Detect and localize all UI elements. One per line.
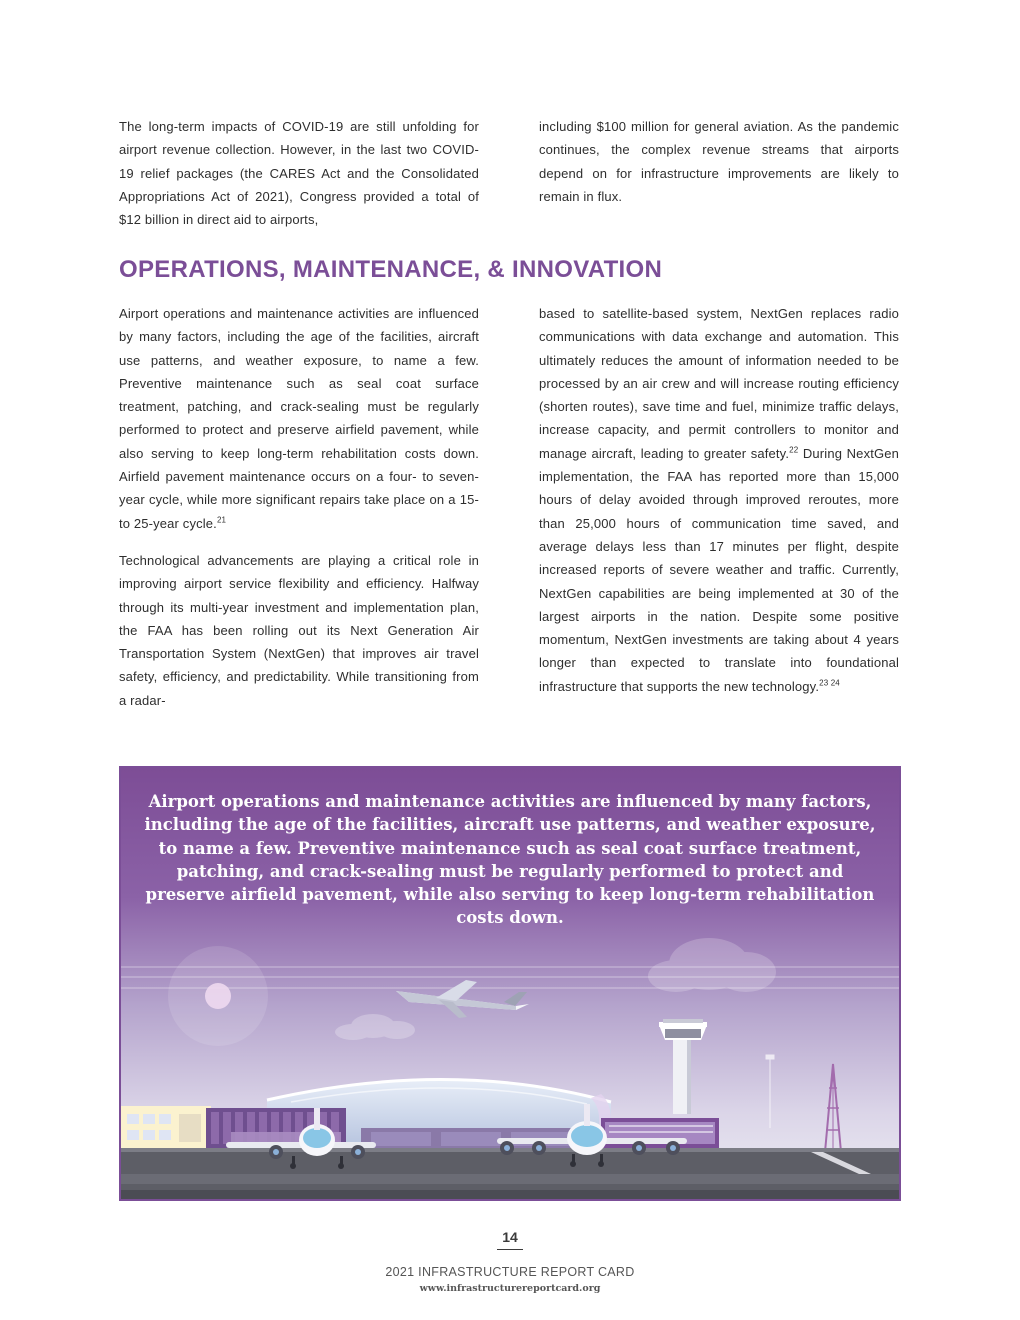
intro-right-column <box>539 115 899 208</box>
footnote-23-24[interactable]: 23 24 <box>819 678 840 688</box>
intro-right-paragraph: including $100 million for general aviation. As the pandemic continues, the complex revenue streams that airports depend on for infrastructure improvements are likely to remain in flux. <box>539 119 899 204</box>
section-paragraph-1-text: Airport operations and maintenance activities are influenced by many factors, including the age of the facilities, aircraft use patterns, and weather exposure, to name a few. Preventive maintenance such as seal coat surface treatment, patching, and crack-sealing must be regularly performed to protect and preserve airfield pavement, while also serving to keep long-term rehabilitation costs down. Airfield pavement maintenance occurs on a four- to seven-year cycle, while more significant repairs take place on a 15- to 25-year cycle. <box>119 306 479 531</box>
footnote-22[interactable]: 22 <box>789 445 799 455</box>
section-paragraph-2: Technological advancements are playing a critical role in improving airport service flexibility and efficiency. Halfway through its multi-year investment and implementation plan, the FAA has been rolling out its Next Generation Air Transportation System (NextGen) that improves air travel safety, efficiency, and predictability. While transitioning from a radar- <box>119 552 479 708</box>
pull-quote-text: Airport operations and maintenance activities are influenced by many factors, including the age of the facilities, aircraft use patterns, and weather exposure, to name a few. Preventive maintenance such as seal coat surface treatment, patching, and crack-sealing must be regularly performed to protect and preserve airfield pavement, while also serving to keep long-term rehabilitation costs down. <box>144 792 876 928</box>
section-paragraph-3 <box>539 302 899 698</box>
footnote-21[interactable]: 21 <box>216 515 227 525</box>
pull-quote-banner <box>119 766 901 1201</box>
section-heading: OPERATIONS, MAINTENANCE, & INNOVATION <box>119 256 663 283</box>
page-number: 14 <box>502 1229 518 1245</box>
section-paragraph-3b: During NextGen implementation, the FAA has reported more than 15,000 hours of delay avoided through improved reroutes, more than 25,000 hours of communication time saved, and average delays less than 17 minutes per flight, despite increased reports of severe weather and traffic. Currently, NextGen capabilities are being implemented at 30 of the largest airports in the nation. Despite some positive momentum, NextGen investments are taking about 4 years longer than expected to translate into foundational infrastructure that supports the new technology. <box>539 445 899 694</box>
report-title: 2021 INFRASTRUCTURE REPORT CARD <box>385 1265 635 1279</box>
report-url-link[interactable]: www.infrastructurereportcard.org <box>419 1283 601 1294</box>
intro-left-column <box>119 115 479 231</box>
section-paragraph-3a: based to satellite-based system, NextGen replaces radio communications with data exchange and automation. This ultimately reduces the amount of information needed to be processed by an air crew and will increase routing efficiency (shorten routes), save time and fuel, minimize traffic delays, increase capacity, and permit controllers to monitor and manage aircraft, leading to greater safety. <box>539 306 899 461</box>
section-paragraph-1 <box>119 302 479 535</box>
section-left-column <box>119 302 479 712</box>
sun-icon <box>205 983 231 1009</box>
section-right-column <box>539 302 899 698</box>
page-number-underline <box>497 1249 523 1250</box>
intro-left-paragraph: The long-term impacts of COVID-19 are still unfolding for airport revenue collection. However, in the last two COVID-19 relief packages (the CARES Act and the Consolidated Appropriations Act of 2021), Congress provided a total of $12 billion in direct aid to airports, <box>119 119 479 228</box>
